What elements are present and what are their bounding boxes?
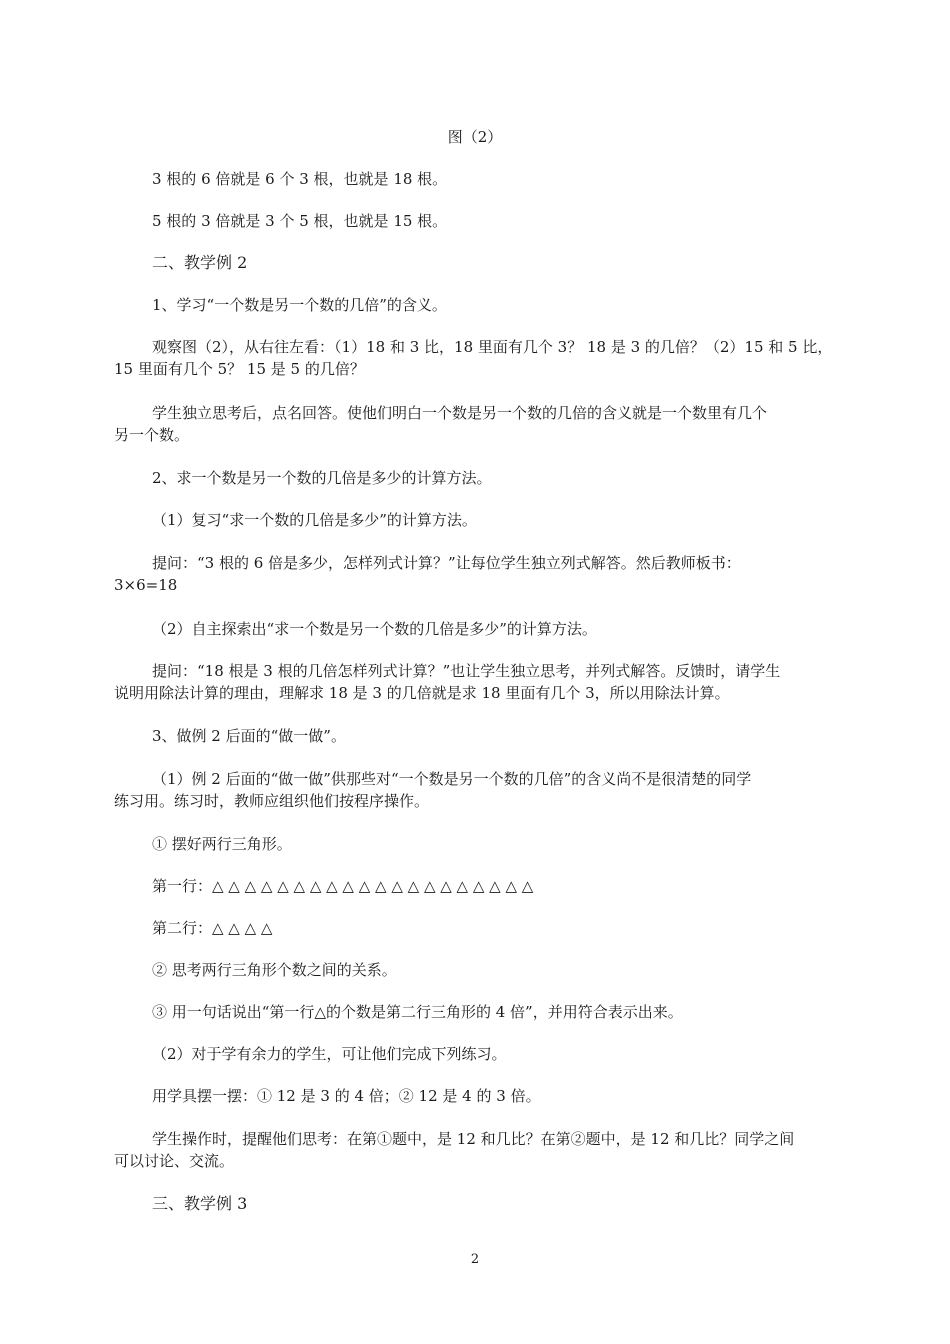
- paragraph: 用学具摆一摆：① 12 是 3 的 4 倍；② 12 是 4 的 3 倍。: [152, 1087, 541, 1105]
- subsection-heading: 2、求一个数是另一个数的几倍是多少的计算方法。: [152, 469, 492, 487]
- paragraph-continuation: 可以讨论、交流。: [114, 1152, 235, 1170]
- paragraph: 学生操作时，提醒他们思考：在第①题中，是 12 和几比？在第②题中，是 12 和几比？同学之间: [152, 1130, 795, 1148]
- section-heading: 二、教学例 2: [152, 253, 248, 272]
- paragraph-continuation: 15 里面有几个 5？ 15 是 5 的几倍？: [114, 360, 365, 378]
- paragraph: 提问：“18 根是 3 根的几倍怎样列式计算？”也让学生独立思考，并列式解答。反馈时，请学生: [152, 662, 781, 680]
- equation: 3×6=18: [114, 576, 178, 594]
- list-item: ③ 用一句话说出“第一行△的个数是第二行三角形的 4 倍”，并用符合表示出来。: [152, 1003, 683, 1021]
- paragraph: 观察图（2），从右往左看：（1）18 和 3 比，18 里面有几个 3？ 18 是 3 的几倍？（2）15 和 5 比，: [152, 338, 833, 356]
- paragraph: （2）对于学有余力的学生，可让他们完成下列练习。: [152, 1045, 507, 1063]
- page-number: 2: [470, 1252, 480, 1267]
- figure-caption: 图（2）: [447, 128, 503, 146]
- subsection-heading: 1、学习“一个数是另一个数的几倍”的含义。: [152, 296, 447, 314]
- subsection-heading: 3、做例 2 后面的“做一做”。: [152, 727, 346, 745]
- paragraph: （2）自主探索出“求一个数是另一个数的几倍是多少”的计算方法。: [152, 620, 597, 638]
- triangle-row-1: 第一行：△ △ △ △ △ △ △ △ △ △ △ △ △ △ △ △ △ △ △ △: [152, 877, 534, 895]
- paragraph-continuation: 练习用。练习时，教师应组织他们按程序操作。: [114, 792, 430, 810]
- list-item: ① 摆好两行三角形。: [152, 835, 292, 853]
- triangle-row-2: 第二行：△ △ △ △: [152, 919, 273, 937]
- paragraph-continuation: 另一个数。: [114, 426, 190, 444]
- list-item: ② 思考两行三角形个数之间的关系。: [152, 961, 397, 979]
- paragraph: 学生独立思考后，点名回答。使他们明白一个数是另一个数的几倍的含义就是一个数里有几个: [152, 404, 768, 422]
- paragraph: （1）复习“求一个数的几倍是多少”的计算方法。: [152, 511, 477, 529]
- paragraph: 提问：“3 根的 6 倍是多少，怎样列式计算？”让每位学生独立列式解答。然后教师板书：: [152, 554, 741, 572]
- paragraph-continuation: 说明用除法计算的理由，理解求 18 是 3 的几倍就是求 18 里面有几个 3，所以用除法计算。: [114, 684, 730, 702]
- paragraph: 5 根的 3 倍就是 3 个 5 根，也就是 15 根。: [152, 212, 448, 230]
- paragraph: （1）例 2 后面的“做一做”供那些对“一个数是另一个数的几倍”的含义尚不是很清楚的同学: [152, 770, 752, 788]
- paragraph: 3 根的 6 倍就是 6 个 3 根，也就是 18 根。: [152, 170, 448, 188]
- section-heading: 三、教学例 3: [152, 1194, 248, 1213]
